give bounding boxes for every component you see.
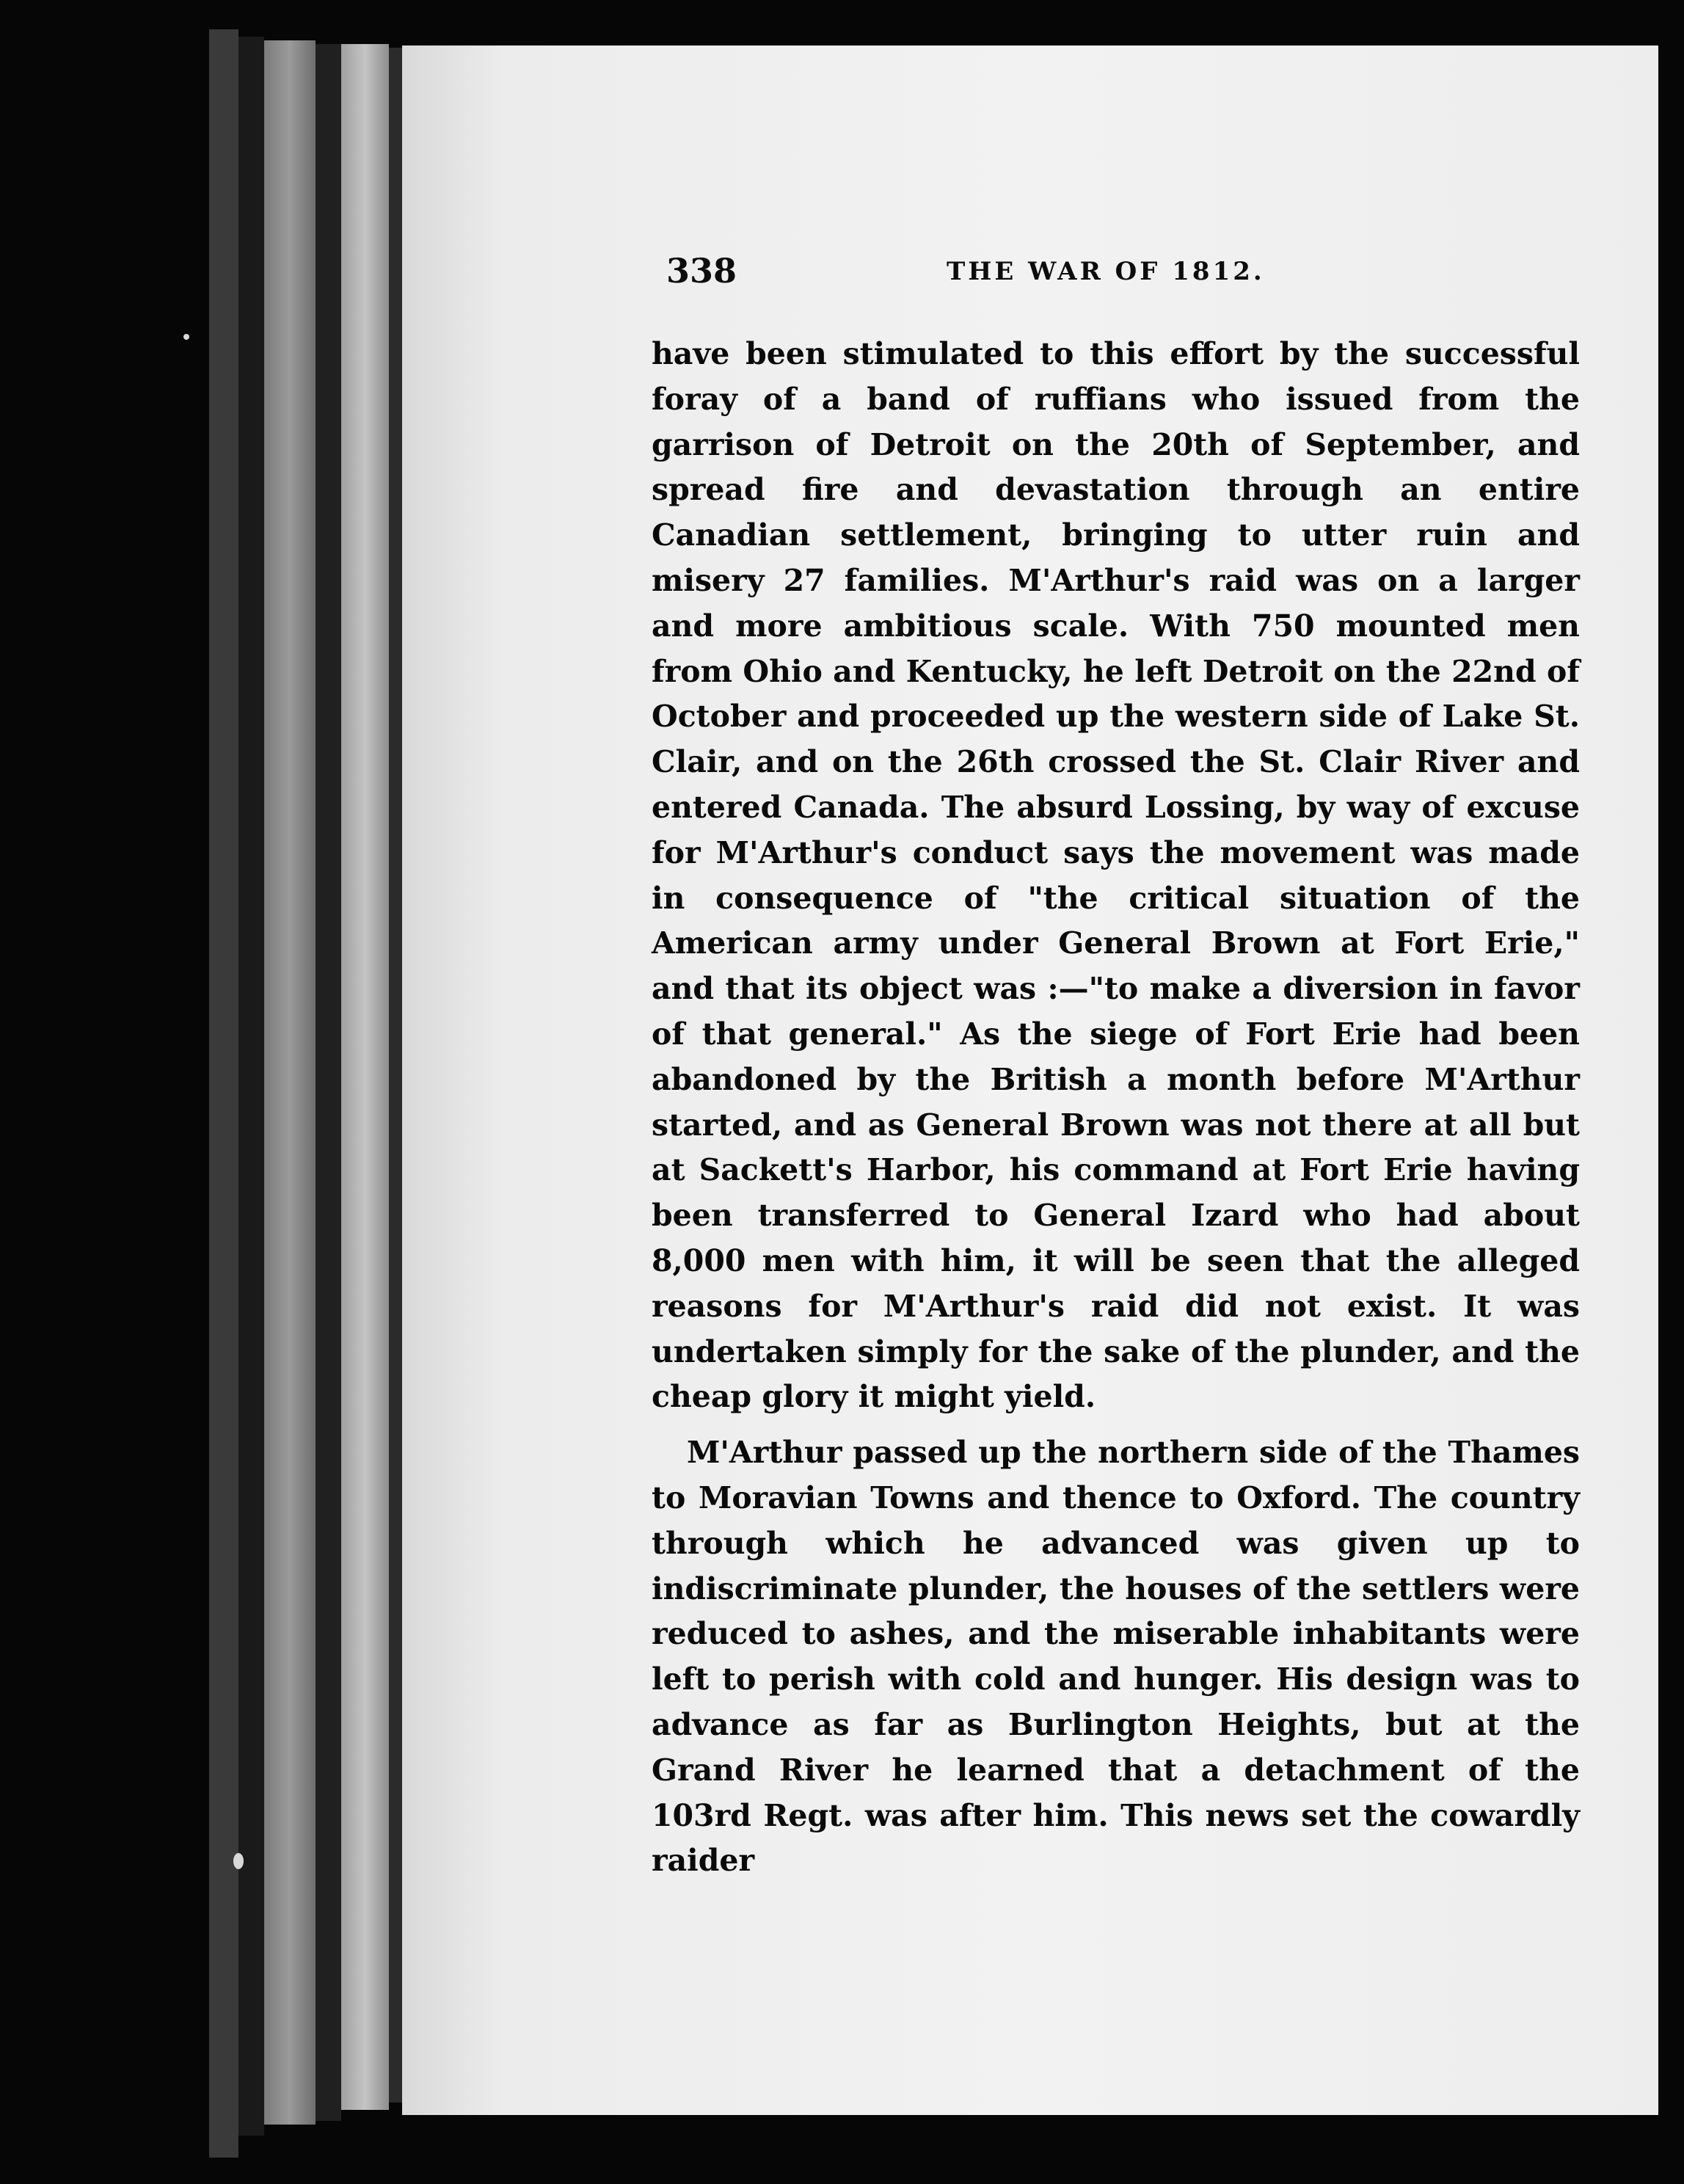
page-number: 338	[666, 251, 737, 291]
dust-speck	[183, 334, 189, 340]
book-edge-strip	[209, 29, 238, 2158]
body-text	[652, 332, 1580, 1884]
book-edge-strip	[341, 44, 389, 2110]
page-header	[666, 251, 1327, 317]
dust-speck	[233, 1853, 244, 1869]
book-edge-strip	[238, 37, 264, 2136]
paragraph: M'Arthur passed up the northern side of the Thames to Moravian Towns and thence to Oxford. The country through which he advanced was given up to indiscriminate plunder, the houses of the settlers were reduced to ashes, and the miserable inhabitants were left to perish with cold and hunger. His design was to advance as far as Burlington Heights, but at the Grand River he learned that a detachment of the 103rd Regt. was after him. This news set the cowardly raider	[652, 1435, 1580, 1879]
paragraph: have been stimulated to this effort by the successful foray of a band of ruffians who issued from the garrison of Detroit on the 20th of September, and spread fire and devastation through an entire Canadian settlement, bringing to utter ruin and misery 27 families. M'Arthur's raid was on a larger and more ambitious scale. With 750 mounted men from Ohio and Kentucky, he left Detroit on the 22nd of October and proceeded up the western side of Lake St. Clair, and on the 26th crossed the St. Clair River and entered Canada. The absurd Lossing, by way of excuse for M'Arthur's conduct says the movement was made in consequence of "the critical situation of the American army under General Brown at Fort Erie," and that its object was :—"to make a diversion in favor of that general." As the siege of Fort Erie had been abandoned by the British a month before M'Arthur started, and as General Brown was not there at all but at Sackett's Harbor, his command at Fort Erie having been transferred to General Izard who had about 8,000 men with him, it will be seen that the alleged reasons for M'Arthur's raid did not exist. It was undertaken simply for the sake of the plunder, and the cheap glory it might yield.	[652, 336, 1580, 1415]
book-edge-strip	[264, 40, 316, 2125]
book-edge-strip	[389, 48, 402, 2103]
running-title: THE WAR OF 1812.	[947, 257, 1265, 286]
book-edge-strip	[316, 44, 341, 2121]
book-page	[402, 46, 1658, 2115]
